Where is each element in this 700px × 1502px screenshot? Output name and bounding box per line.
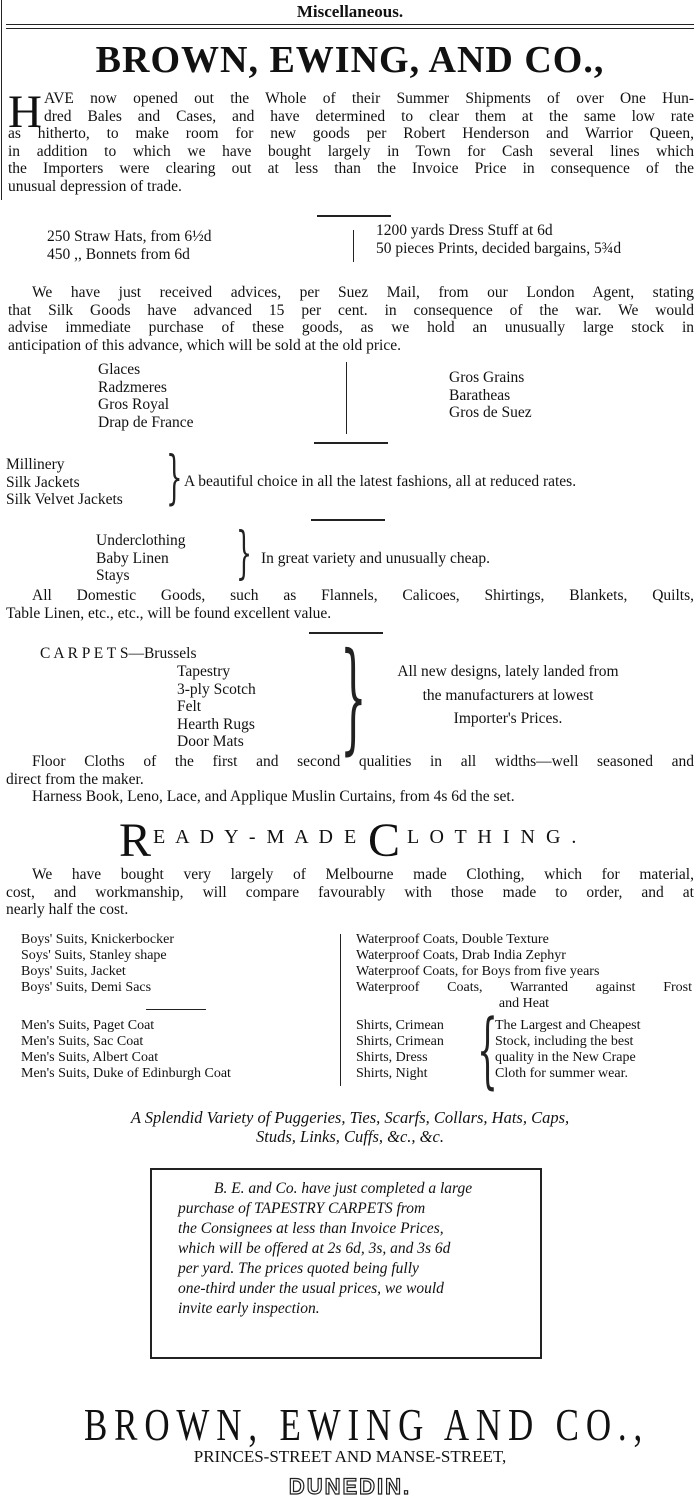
brace-right: }: [340, 628, 367, 767]
boys-suits-list: [21, 932, 174, 996]
shirts-note-line: Stock, including the best: [495, 1034, 634, 1049]
suit-item: Boys' Suits, Demi Sacs: [21, 980, 152, 995]
shirt-item: Shirts, Crimean: [356, 1018, 444, 1033]
splendid-line: Studs, Links, Cuffs, &c., &c.: [256, 1127, 444, 1146]
silks-left: [98, 361, 194, 431]
carpet-item: 3-ply Scotch: [177, 680, 256, 698]
section-rule: [311, 519, 385, 521]
footer-address: PRINCES-STREET AND MANSE-STREET,: [193, 1447, 507, 1466]
hats-line: 250 Straw Hats, from 6½d: [47, 228, 212, 245]
millinery-item: Silk Velvet Jackets: [6, 491, 123, 508]
hats-right: [376, 222, 621, 257]
underclothing-item: Baby Linen: [96, 549, 169, 567]
silk-item: Drap de France: [98, 413, 194, 431]
intro-line: dred Bales and Cases, and have determined to clear them at the same low rate: [44, 107, 694, 125]
millinery-item: Millinery: [6, 456, 65, 473]
underclothing-list: [96, 532, 186, 585]
left-margin-line: [1, 0, 2, 200]
floor-paragraph: [6, 753, 694, 806]
hats-line: 50 pieces Prints, decided bargains, 5¾d: [376, 239, 622, 257]
shirt-item: Shirts, Crimean: [356, 1034, 444, 1049]
shirts-note: [495, 1018, 641, 1082]
silk-item: Gros de Suez: [449, 404, 532, 421]
suit-item: Men's Suits, Sac Coat: [21, 1034, 144, 1049]
suits-rule: [146, 1009, 206, 1010]
floor-line: Harness Book, Leno, Lace, and Applique Muslin Curtains, from 4s 6d the set.: [32, 788, 515, 805]
suit-item: Boys' Suits, Knickerbocker: [21, 932, 175, 947]
intro-line: unusual depression of trade.: [8, 177, 182, 195]
shirts-list: [356, 1018, 444, 1082]
notice-line: per yard. The prices quoted being fully: [178, 1260, 419, 1277]
notice-line: B. E. and Co. have just completed a large: [214, 1180, 473, 1197]
underclothing-note: In great variety and unusually cheap.: [261, 550, 490, 567]
waterproof-item: Waterproof Coats, for Boys from five years: [356, 964, 600, 979]
silk-paragraph: [8, 284, 694, 354]
hats-divider: [353, 230, 354, 262]
millinery-item: Silk Jackets: [6, 473, 80, 491]
header-rule: [6, 24, 694, 25]
brace-left: {: [477, 1003, 498, 1098]
silks-divider: [346, 362, 347, 434]
clothing-divider: [340, 934, 341, 1086]
notice-line: one-third under the usual prices, we would: [178, 1280, 444, 1297]
suit-item: Men's Suits, Duke of Edinburgh Coat: [21, 1066, 231, 1081]
carpet-item: Felt: [177, 698, 202, 715]
splendid-line: A Splendid Variety of Puggeries, Ties, Scarfs, Collars, Hats, Caps,: [130, 1108, 570, 1127]
silk-item: Radzmeres: [98, 378, 167, 396]
silk-item: Glaces: [98, 361, 141, 378]
silk-line: We have just received advices, per Suez Mail, from our London Agent, stating: [32, 284, 694, 301]
carpet-item: Door Mats: [177, 733, 244, 750]
millinery-list: [6, 456, 123, 509]
waterproof-list: [356, 932, 692, 1012]
shirts-note-line: Cloth for summer wear.: [495, 1066, 628, 1081]
intro-line: as hitherto, to make room for new goods per Robert Henderson and Warrior Queen,: [8, 125, 694, 142]
underclothing-item: Underclothing: [96, 532, 186, 549]
carpet-item: Tapestry: [177, 663, 231, 680]
section-rule: [317, 215, 391, 217]
carpets-note-line: the manufacturers at lowest: [422, 686, 594, 704]
hats-line: 1200 yards Dress Stuff at 6d: [376, 222, 553, 239]
carpets-note-line: All new designs, lately landed from: [397, 663, 619, 680]
silks-right: [449, 369, 532, 422]
notice-line: purchase of TAPESTRY CARPETS from: [178, 1200, 426, 1217]
silk-item: Gros Royal: [98, 396, 170, 413]
intro-line: the Importers were clearing out at less than the Invoice Price in consequence of the: [8, 160, 694, 177]
domestic-line: All Domestic Goods, such as Flannels, Calicoes, Shirtings, Blankets, Quilts,: [32, 587, 694, 604]
carpets-note: [358, 663, 658, 728]
notice-line: invite early inspection.: [178, 1300, 320, 1317]
readymade-cap-r: R: [119, 814, 152, 867]
silk-line: advise immediate purchase of these goods, as we hold an unusually large stock in: [8, 319, 694, 336]
carpets-note-line: Importer's Prices.: [453, 710, 563, 727]
domestic-line: Table Linen, etc., etc., will be found excellent value.: [6, 604, 332, 622]
intro-line: AVE now opened out the Whole of their Summer Shipments of over One Hun-: [44, 90, 694, 107]
suit-item: Soys' Suits, Stanley shape: [21, 948, 167, 963]
notice-line: which will be offered at 2s 6d, 3s, and 3s 6d: [178, 1240, 451, 1257]
hats-line: 450 ,, Bonnets from 6d: [47, 245, 190, 263]
silk-line: that Silk Goods have advanced 15 per cent. in consequence of the war. We would: [8, 301, 694, 319]
waterproof-item: Waterproof Coats, Drab India Zephyr: [356, 948, 566, 963]
intro-paragraph: [8, 86, 694, 195]
intro-line: in addition to which we have bought largely in Town for Cash several lines which: [8, 142, 694, 160]
silk-item: Gros Grains: [449, 369, 525, 386]
silk-item: Baratheas: [449, 386, 511, 404]
hats-left: [47, 228, 211, 263]
footer-company-name: BROWN, EWING AND CO.,: [84, 1399, 650, 1450]
splendid-variety: [0, 1108, 700, 1146]
notice-line: the Consignees at less than Invoice Prices,: [178, 1220, 444, 1237]
silk-line: anticipation of this advance, which will be sold at the old price.: [8, 336, 401, 354]
floor-line: Floor Cloths of the first and second qualities in all widths—well seasoned and: [32, 753, 694, 770]
shirt-item: Shirts, Dress: [356, 1050, 428, 1065]
readymade-word: L O T H I N G .: [407, 826, 580, 848]
domestic-paragraph: [6, 587, 694, 622]
readymade-cap-c: C: [368, 814, 401, 867]
clothing-line: cost, and workmanship, will compare favourably with those made to order, and at: [6, 883, 694, 901]
clothing-paragraph: [6, 866, 694, 919]
floor-line: direct from the maker.: [6, 770, 144, 788]
clothing-line: We have bought very largely of Melbourne made Clothing, which for material,: [32, 866, 694, 883]
mens-suits-list: [21, 1018, 231, 1082]
intro-dropcap: H: [8, 86, 42, 138]
section-rule: [314, 442, 388, 444]
waterproof-item: Waterproof Coats, Warranted against Frost: [356, 980, 692, 995]
brace-right: }: [236, 521, 253, 586]
brace-right: }: [166, 443, 183, 511]
company-title: BROWN, EWING, AND CO.,: [95, 39, 605, 81]
underclothing-item: Stays: [96, 567, 130, 584]
section-header: Miscellaneous.: [296, 2, 404, 21]
carpets-list: [177, 663, 256, 751]
carpets-label: C A R P E T S—Brussels: [40, 645, 197, 662]
suit-item: Men's Suits, Albert Coat: [21, 1050, 159, 1065]
suit-item: Men's Suits, Paget Coat: [21, 1018, 155, 1033]
waterproof-item: Waterproof Coats, Double Texture: [356, 932, 549, 947]
readymade-word: E A D Y - M A D E: [153, 826, 360, 848]
header-rule-thin: [6, 28, 694, 29]
shirts-note-line: The Largest and Cheapest: [495, 1018, 641, 1033]
waterproof-item: and Heat: [498, 996, 550, 1011]
shirt-item: Shirts, Night: [356, 1066, 428, 1081]
footer-city: DUNEDIN.: [288, 1474, 412, 1499]
clothing-line: nearly half the cost.: [6, 901, 129, 918]
millinery-note: A beautiful choice in all the latest fashions, all at reduced rates.: [184, 473, 577, 490]
carpet-item: Hearth Rugs: [177, 715, 255, 733]
shirts-note-line: quality in the New Crape: [495, 1050, 636, 1065]
notice-text: [178, 1179, 518, 1319]
suit-item: Boys' Suits, Jacket: [21, 964, 126, 979]
